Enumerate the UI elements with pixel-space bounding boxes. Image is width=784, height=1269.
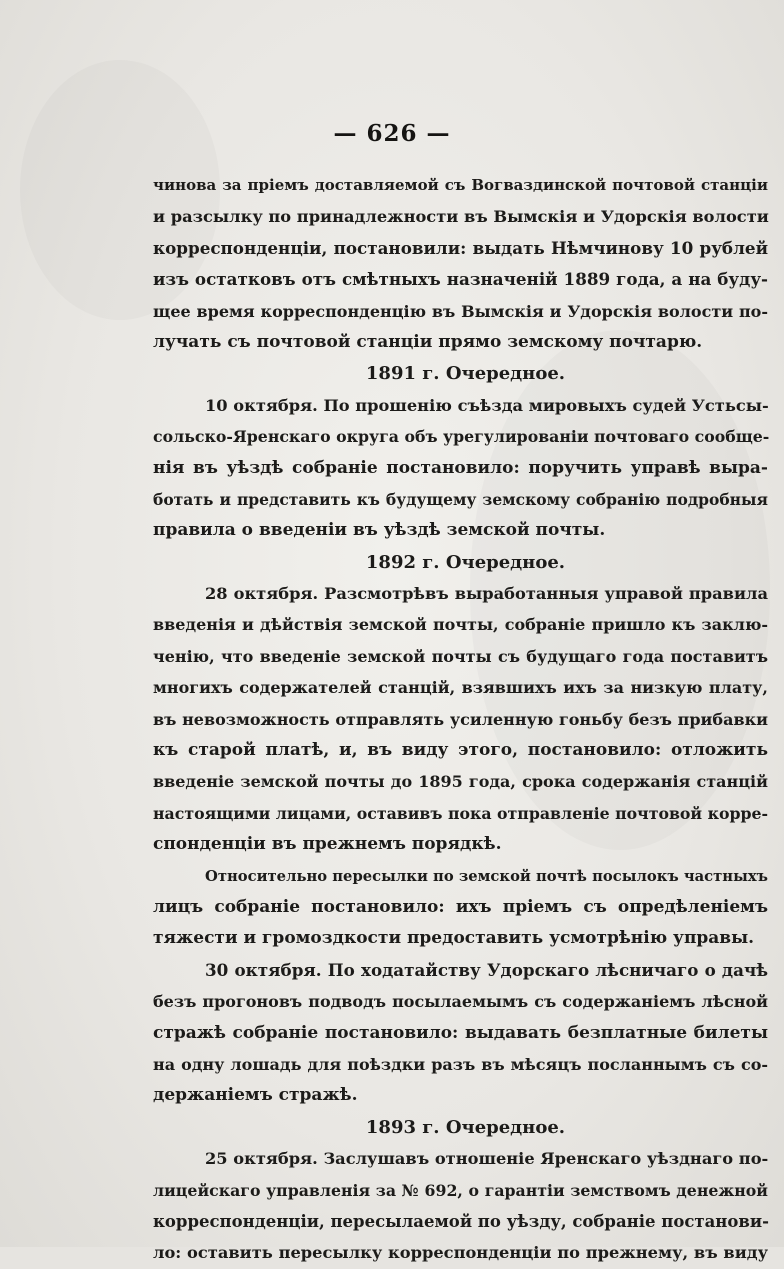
text-line: корреспонденціи, пересылаемой по уѣзду, собраніе постанови- xyxy=(153,1211,769,1231)
paragraph-first-line: 10 октября. По прошенію съѣзда мировыхъ судей Устьсы- xyxy=(205,395,769,415)
text-line: въ невозможность отправлять усиленную гоньбу безъ прибавки xyxy=(153,709,768,729)
text-line: спонденціи въ прежнемъ порядкѣ. xyxy=(153,834,502,855)
text-line: многихъ содержателей станцій, взявшихъ ихъ за низкую плату, xyxy=(153,678,768,698)
text-line: настоящими лицами, оставивъ пока отправленіе почтовой корре- xyxy=(153,803,769,823)
text-line: лицъ собраніе постановило: ихъ пріемъ съ опредѣленіемъ xyxy=(153,896,768,917)
section-heading: 1892 г. Очередное. xyxy=(365,551,566,573)
text-line: тяжести и громоздкости предоставить усмотрѣнію управы. xyxy=(153,928,755,949)
text-line: изъ остатковъ отъ смѣтныхъ назначеній 1889 года, а на буду- xyxy=(153,269,768,290)
text-line: нія въ уѣздѣ собраніе постановило: поручить управѣ выра- xyxy=(153,457,768,478)
text-body xyxy=(153,170,768,1269)
text-line: лицейскаго управленія за № 692, о гарантіи земствомъ денежной xyxy=(153,1180,768,1200)
paragraph-first-line: Относительно пересылки по земской почтѣ посылокъ частныхъ xyxy=(205,867,768,885)
text-line: введеніе земской почты до 1895 года, срока содержанія станцій xyxy=(153,772,768,792)
text-line: ботать и представить къ будущему земскому собранію подробныя xyxy=(153,489,768,509)
text-line: на одну лошадь для поѣздки разъ въ мѣсяцъ посланнымъ съ со- xyxy=(153,1054,768,1074)
text-line: сольско-Яренскаго округа объ урегулированіи почтоваго сообще- xyxy=(153,427,770,447)
section-heading: 1891 г. Очередное. xyxy=(365,363,566,385)
text-line: чинова за пріемъ доставляемой съ Вогваздинской почтовой станціи xyxy=(153,176,768,194)
text-line: и разсылку по принадлежности въ Вымскія и Удорскія волости xyxy=(153,207,769,227)
paragraph-first-line: 25 октября. Заслушавъ отношеніе Яренскаго уѣзднаго по- xyxy=(205,1149,769,1169)
text-line: безъ прогоновъ подводъ посылаемымъ съ содержаніемъ лѣсной xyxy=(153,992,768,1012)
page-number: — 626 — xyxy=(333,120,451,147)
text-line: правила о введеніи въ уѣздѣ земской почты. xyxy=(153,520,606,541)
section-heading: 1893 г. Очередное. xyxy=(365,1116,566,1138)
text-line: лучать съ почтовой станціи прямо земскому почтарю. xyxy=(153,331,703,352)
paragraph-first-line: 28 октября. Разсмотрѣвъ выработанныя управой правила xyxy=(205,584,768,604)
text-line: корреспонденціи, постановили: выдать Нѣмчинову 10 рублей xyxy=(153,237,768,258)
paragraph-first-line: 30 октября. По ходатайству Удорскаго лѣсничаго о дачѣ xyxy=(205,959,768,980)
text-line: введенія и дѣйствія земской почты, собраніе пришло къ заклю- xyxy=(153,615,768,635)
text-line: ло: оставить пересылку корреспонденціи по прежнему, въ виду xyxy=(153,1243,768,1263)
text-line: стражѣ собраніе постановило: выдавать безплатные билеты xyxy=(153,1022,768,1043)
text-line: ченію, что введеніе земской почты съ будущаго года поставитъ xyxy=(153,646,768,666)
text-line: щее время корреспонденцію въ Вымскія и Удорскія волости по- xyxy=(153,301,768,321)
text-line: къ старой платѣ, и, въ виду этого, постановило: отложить xyxy=(153,740,768,761)
text-line: держаніемъ стражѣ. xyxy=(153,1085,358,1106)
